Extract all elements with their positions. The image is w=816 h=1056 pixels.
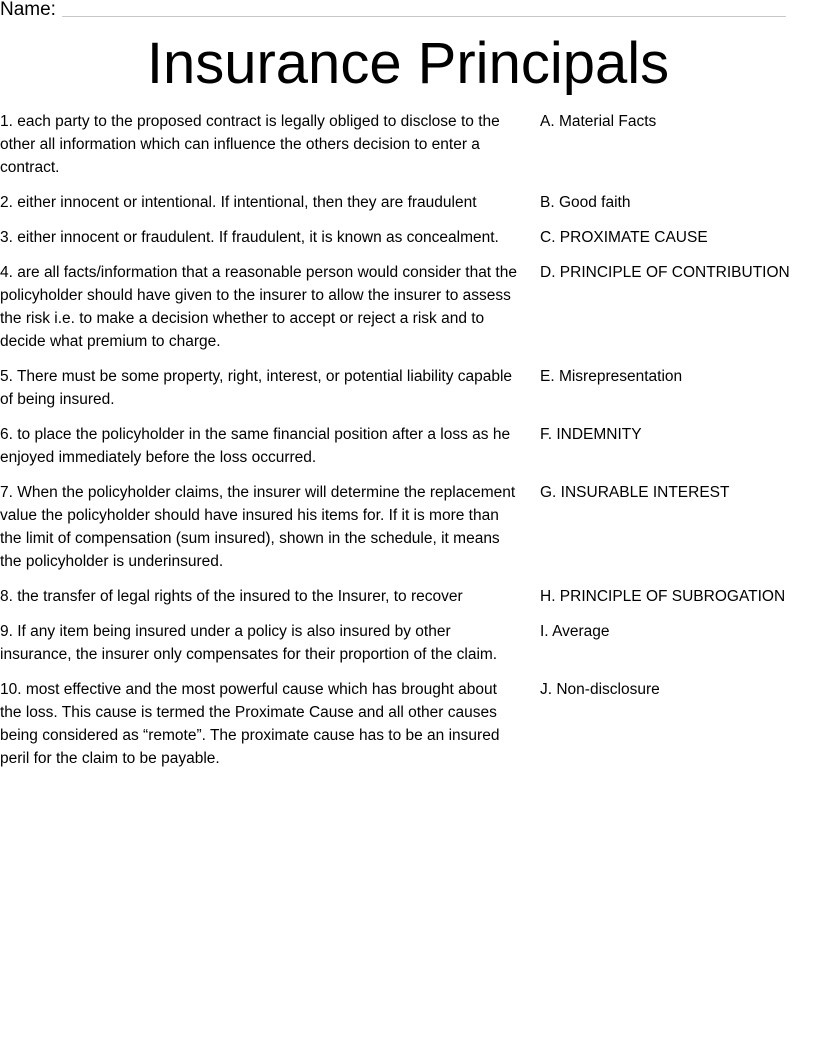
answer-option: E. Misrepresentation (540, 368, 683, 385)
answer-option: B. Good faith (540, 194, 631, 211)
clue-text: 8. the transfer of legal rights of the insured to the Insurer, to recover (0, 588, 463, 605)
matching-row (0, 191, 816, 214)
clue-text: 3. either innocent or fraudulent. If fraudulent, it is known as concealment. (0, 229, 499, 246)
clue-text: 4. are all facts/information that a reasonable person would consider that the policyholder should have given to the insurer to allow the insurer to assess the risk i.e. to make a decision whether to accept or reject a risk and to decide what premium to charge. (0, 264, 517, 350)
answer-option: F. INDEMNITY (540, 426, 642, 443)
answer-option: D. PRINCIPLE OF CONTRIBUTION (540, 264, 790, 281)
page-title: Insurance Principals (146, 31, 670, 96)
clue-text: 7. When the policyholder claims, the insurer will determine the replacement value the policyholder should have insured his items for. If it is more than the limit of compensation (sum insured), shown in the schedule, it means the policyholder is underinsured. (0, 484, 516, 570)
answer-option: G. INSURABLE INTEREST (540, 484, 730, 501)
clue-text: 6. to place the policyholder in the same financial position after a loss as he enjoyed immediately before the loss occurred. (0, 426, 511, 466)
answer-option: J. Non-disclosure (540, 681, 660, 698)
clue-text: 5. There must be some property, right, interest, or potential liability capable of being insured. (0, 368, 513, 408)
matching-row (0, 620, 816, 666)
name-label: Name: (0, 0, 56, 20)
matching-row (0, 365, 816, 411)
clue-text: 1. each party to the proposed contract is legally obliged to disclose to the other all information which can influence the others decision to enter a contract. (0, 113, 500, 176)
matching-row (0, 423, 816, 469)
matching-list (0, 110, 816, 782)
matching-row (0, 678, 816, 770)
answer-option: C. PROXIMATE CAUSE (540, 229, 708, 246)
answer-option: A. Material Facts (540, 113, 657, 130)
matching-row (0, 585, 816, 608)
answer-option: H. PRINCIPLE OF SUBROGATION (540, 588, 786, 605)
matching-row (0, 226, 816, 249)
matching-row (0, 110, 816, 179)
clue-text: 2. either innocent or intentional. If intentional, then they are fraudulent (0, 194, 477, 211)
clue-text: 10. most effective and the most powerful cause which has brought about the loss. This cause is termed the Proximate Cause and all other causes being considered as “remote”. The proximate cause has to be an insured peril for the claim to be payable. (0, 681, 500, 767)
matching-row (0, 261, 816, 353)
name-field-row (0, 0, 790, 22)
clue-text: 9. If any item being insured under a policy is also insured by other insurance, the insurer only compensates for their proportion of the claim. (0, 623, 498, 663)
answer-option: I. Average (540, 623, 610, 640)
matching-row (0, 481, 816, 573)
name-blank-line[interactable] (62, 16, 786, 17)
